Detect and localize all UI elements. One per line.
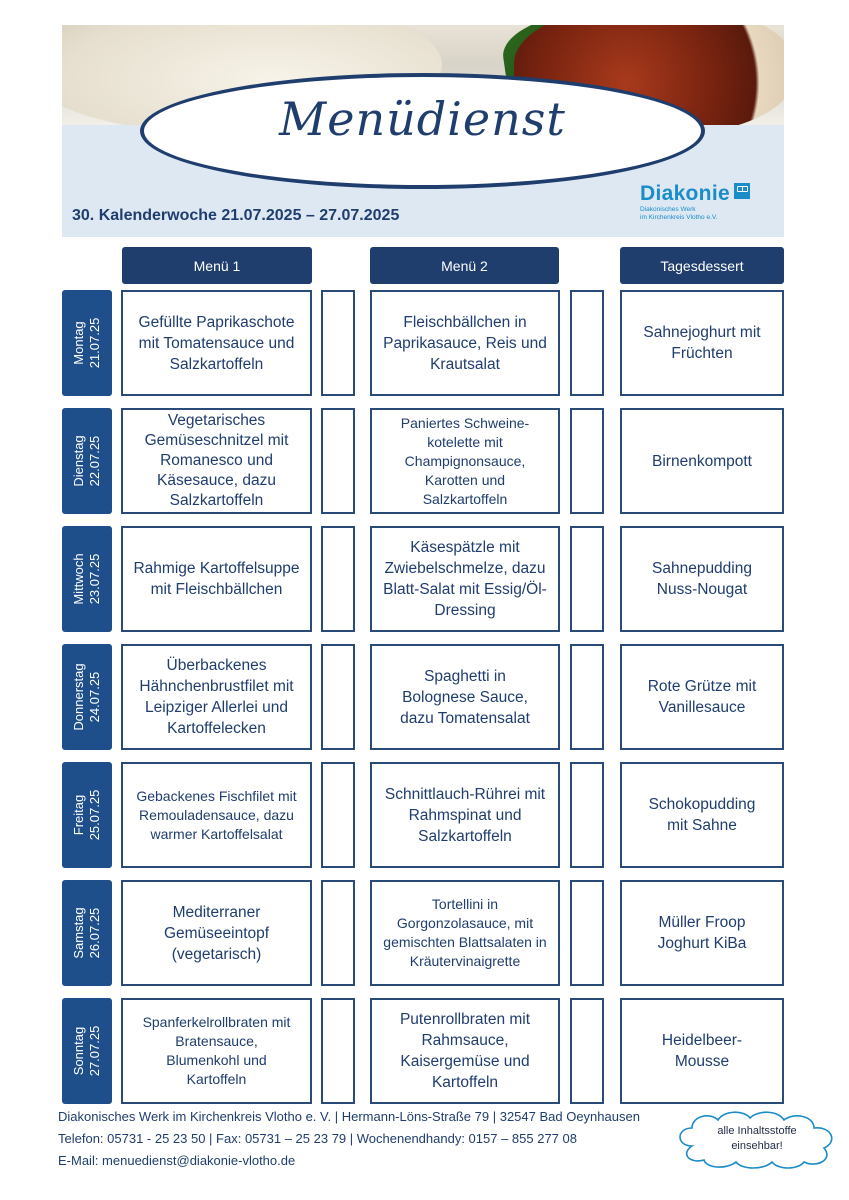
day-name: Freitag: [71, 794, 86, 836]
menu1-order-box[interactable]: [321, 526, 355, 632]
day-date: 24.07.25: [87, 671, 102, 723]
menu2-cell[interactable]: [370, 762, 560, 868]
menu2-order-box[interactable]: [570, 290, 604, 396]
day-date: 21.07.25: [87, 317, 102, 369]
day-date: 25.07.25: [87, 789, 102, 841]
dessert-cell[interactable]: [620, 526, 784, 632]
menu1-order-box[interactable]: [321, 290, 355, 396]
dessert-text: Heidelbeer-Mousse: [661, 1032, 743, 1070]
day-name: Samstag: [71, 907, 86, 959]
logo-wordmark: Diakonie: [640, 182, 730, 205]
dessert-text: Müller Froop Joghurt KiBa: [657, 914, 747, 952]
dessert-cell[interactable]: [620, 880, 784, 986]
menu2-text: Putenrollbraten mit Rahmsauce, Kaisergemüse und Kartoffeln: [399, 1011, 531, 1091]
menu2-text: Käsespätzle mit Zwiebelschmelze, dazu Blatt-Salat mit Essig/Öl-Dressing: [383, 539, 547, 619]
dessert-text: Rote Grütze mit Vanillesauce: [647, 678, 757, 716]
footer-phone: Telefon: 05731 - 25 23 50 | Fax: 05731 – 25 23 79 | Wochenendhandy: 0157 – 855 277 08: [58, 1131, 577, 1146]
menu1-cell[interactable]: [121, 526, 312, 632]
day-name: Sonntag: [71, 1026, 86, 1076]
menu2-text: Tortellini in Gorgonzolasauce, mit gemischten Blattsalaten in Kräutervinaigrette: [383, 896, 547, 969]
dessert-text: Schokopudding mit Sahne: [648, 796, 756, 834]
menu2-text: Spaghetti in Bolognese Sauce, dazu Tomatensalat: [400, 667, 530, 727]
menu1-order-box[interactable]: [321, 762, 355, 868]
page-title: Menüdienst: [279, 92, 566, 146]
menu2-order-box[interactable]: [570, 408, 604, 514]
menu2-order-box[interactable]: [570, 880, 604, 986]
dessert-cell[interactable]: [620, 408, 784, 514]
menu2-cell[interactable]: [370, 526, 560, 632]
menu1-cell[interactable]: [121, 762, 312, 868]
menu2-text: Fleischbällchen in Paprikasauce, Reis und Krautsalat: [383, 313, 547, 373]
menu2-order-box[interactable]: [570, 526, 604, 632]
menu2-order-box[interactable]: [570, 998, 604, 1104]
menu1-order-box[interactable]: [321, 998, 355, 1104]
logo-subtitle-2: im Kirchenkreis Vlotho e.V.: [640, 214, 718, 221]
day-label: [62, 408, 112, 514]
menu2-text: Schnittlauch-Rührei mit Rahmspinat und Salzkartoffeln: [384, 785, 546, 845]
cloud-line-2: einsehbar!: [731, 1140, 783, 1152]
menu2-cell[interactable]: [370, 880, 560, 986]
day-label: [62, 290, 112, 396]
day-date: 23.07.25: [87, 553, 102, 605]
menu2-cell[interactable]: [370, 644, 560, 750]
menu1-text: Gebackenes Fischfilet mit Remouladensauce, dazu warmer Kartoffelsalat: [136, 787, 297, 842]
day-name: Montag: [71, 321, 86, 365]
day-name: Donnerstag: [71, 663, 86, 731]
menu1-cell[interactable]: [121, 408, 312, 514]
logo-subtitle-1: Diakonisches Werk: [640, 206, 696, 213]
day-label: [62, 644, 112, 750]
menu1-text: Rahmige Kartoffelsuppe mit Fleischbällchen: [133, 560, 300, 598]
footer-email[interactable]: E-Mail: menuedienst@diakonie-vlotho.de: [58, 1153, 296, 1168]
dessert-cell[interactable]: [620, 998, 784, 1104]
menu1-text: Überbackenes Hähnchenbrustfilet mit Leipziger Allerlei und Kartoffelecken: [139, 657, 294, 737]
menu1-text: Mediterraner Gemüseeintopf (vegetarisch): [163, 903, 270, 963]
menu2-order-box[interactable]: [570, 644, 604, 750]
menu1-text: Gefüllte Paprikaschote mit Tomatensauce und Salzkartoffeln: [138, 313, 295, 373]
day-name: Dienstag: [71, 435, 86, 487]
menu1-order-box[interactable]: [321, 408, 355, 514]
day-label: [62, 526, 112, 632]
day-date: 27.07.25: [87, 1025, 102, 1077]
cloud-text: [672, 1124, 842, 1154]
dessert-cell[interactable]: [620, 762, 784, 868]
day-label: [62, 762, 112, 868]
menu1-text: Spanferkelrollbraten mit Bratensauce, Blumenkohl und Kartoffeln: [142, 1014, 291, 1087]
menu1-cell[interactable]: [121, 290, 312, 396]
footer-address: Diakonisches Werk im Kirchenkreis Vlotho e. V. | Hermann-Löns-Straße 79 | 32547 Bad Oeynhausen: [58, 1109, 640, 1124]
menu2-cell[interactable]: [370, 998, 560, 1104]
menu2-cell[interactable]: [370, 290, 560, 396]
menu2-order-box[interactable]: [570, 762, 604, 868]
dessert-text: Sahnepudding Nuss-Nougat: [652, 560, 752, 598]
dessert-text: Birnenkompott: [652, 452, 752, 470]
dessert-cell[interactable]: [620, 290, 784, 396]
menu1-cell[interactable]: [121, 880, 312, 986]
logo-cross-icon: [734, 183, 750, 199]
menu1-text: Vegetarisches Gemüseschnitzel mit Romanesco und Käsesauce, dazu Salzkartoffeln: [144, 412, 289, 509]
day-label: [62, 880, 112, 986]
menu1-order-box[interactable]: [321, 644, 355, 750]
day-name: Mittwoch: [71, 553, 86, 605]
diakonie-logo: [640, 182, 750, 222]
column-header-dessert: Tagesdessert: [620, 247, 784, 284]
menu2-cell[interactable]: [370, 408, 560, 514]
dessert-text: Sahnejoghurt mit Früchten: [643, 324, 761, 362]
day-date: 22.07.25: [87, 435, 102, 487]
menu1-cell[interactable]: [121, 998, 312, 1104]
menu2-text: Paniertes Schweine-kotelette mit Champignonsauce, Karotten und Salzkartoffeln: [400, 414, 530, 507]
calendar-week: 30. Kalenderwoche 21.07.2025 – 27.07.2025: [72, 207, 400, 224]
menu1-order-box[interactable]: [321, 880, 355, 986]
dessert-cell[interactable]: [620, 644, 784, 750]
day-date: 26.07.25: [87, 907, 102, 959]
column-header-menu2: Menü 2: [370, 247, 559, 284]
menu1-cell[interactable]: [121, 644, 312, 750]
cloud-line-1: alle Inhaltsstoffe: [717, 1125, 797, 1137]
column-header-menu1: Menü 1: [122, 247, 312, 284]
day-label: [62, 998, 112, 1104]
